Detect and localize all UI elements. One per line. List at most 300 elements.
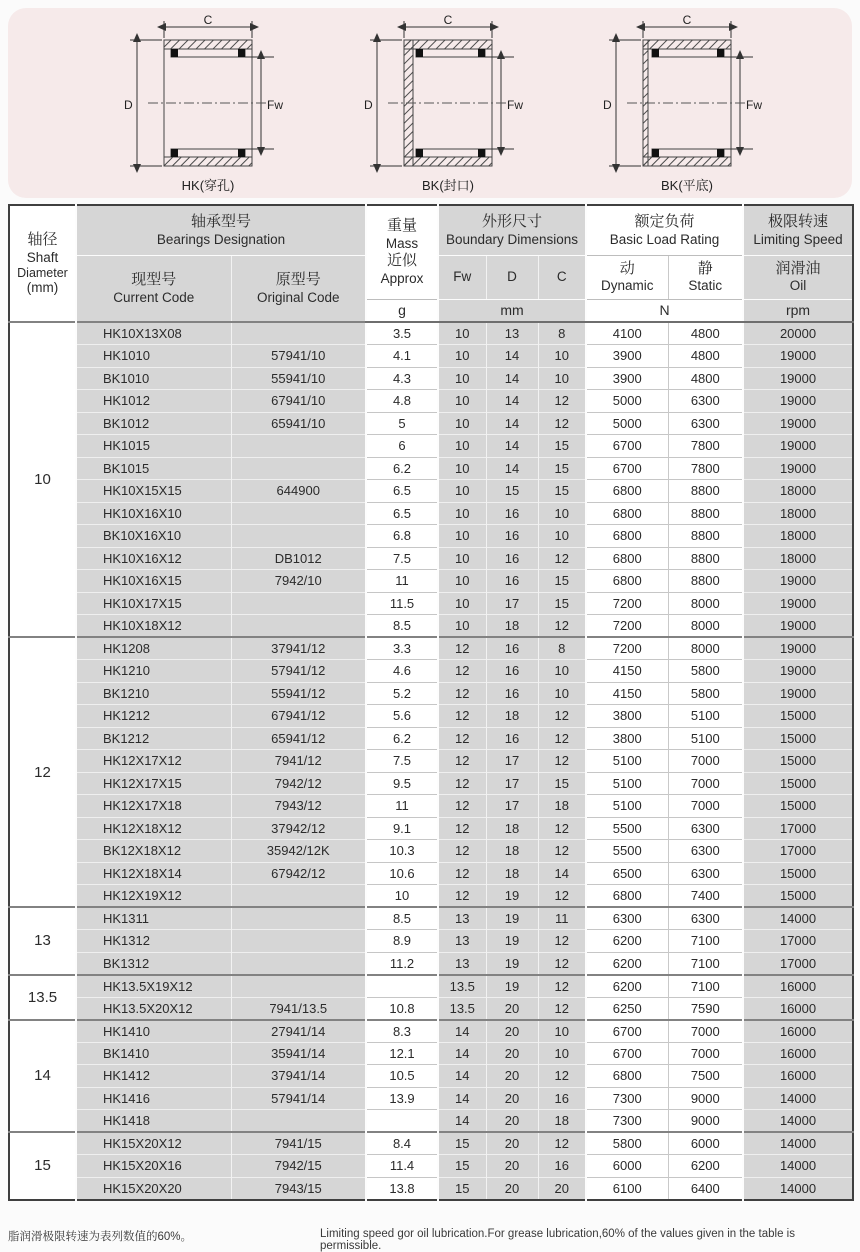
cell-original-code: 644900 — [231, 480, 366, 503]
cell-fw: 10 — [438, 457, 486, 480]
col-header-d: D — [486, 255, 538, 299]
cell-mass: 6.8 — [366, 525, 438, 548]
cell-d: 17 — [486, 795, 538, 818]
cell-d: 18 — [486, 840, 538, 863]
table-row — [9, 997, 853, 1020]
diagram-panel — [8, 8, 852, 198]
table-row — [9, 1132, 853, 1155]
cell-static: 8800 — [668, 570, 743, 593]
cell-mass — [366, 975, 438, 998]
cell-fw: 15 — [438, 1132, 486, 1155]
cell-mass: 9.5 — [366, 772, 438, 795]
cell-dynamic: 7300 — [586, 1110, 668, 1133]
cell-c: 12 — [538, 817, 586, 840]
cell-original-code — [231, 322, 366, 345]
cell-dynamic: 5000 — [586, 390, 668, 413]
table-row — [9, 435, 853, 458]
cell-dynamic: 6800 — [586, 525, 668, 548]
cell-original-code — [231, 435, 366, 458]
cell-speed: 16000 — [743, 1020, 853, 1043]
cell-fw: 12 — [438, 817, 486, 840]
shaft-diameter-cell: 13 — [9, 907, 76, 975]
cell-d: 18 — [486, 615, 538, 638]
unit-dimensions: mm — [438, 299, 586, 322]
cell-mass: 10.6 — [366, 862, 438, 885]
cell-c: 8 — [538, 322, 586, 345]
cell-current-code: BK1410 — [76, 1042, 231, 1065]
table-row — [9, 930, 853, 953]
cell-c: 14 — [538, 862, 586, 885]
cell-d: 16 — [486, 660, 538, 683]
table-row — [9, 1065, 853, 1088]
table-row — [9, 660, 853, 683]
cell-c: 12 — [538, 1132, 586, 1155]
cell-fw: 10 — [438, 412, 486, 435]
cell-c: 15 — [538, 480, 586, 503]
cell-c: 12 — [538, 952, 586, 975]
cell-current-code: HK13.5X20X12 — [76, 997, 231, 1020]
cell-c: 16 — [538, 1155, 586, 1178]
cell-d: 20 — [486, 1020, 538, 1043]
dim-label-c: C — [443, 14, 452, 27]
cell-original-code — [231, 975, 366, 998]
table-row — [9, 637, 853, 660]
shaft-diameter-cell: 12 — [9, 637, 76, 907]
cell-static: 7100 — [668, 952, 743, 975]
cell-current-code: BK1015 — [76, 457, 231, 480]
cell-original-code — [231, 952, 366, 975]
cell-current-code: HK10X18X12 — [76, 615, 231, 638]
cell-speed: 14000 — [743, 1177, 853, 1200]
cell-original-code: 67942/12 — [231, 862, 366, 885]
cell-original-code — [231, 907, 366, 930]
cell-c: 12 — [538, 975, 586, 998]
cell-d: 19 — [486, 907, 538, 930]
cell-current-code: HK12X19X12 — [76, 885, 231, 908]
cell-current-code: HK12X17X18 — [76, 795, 231, 818]
cell-original-code: 7943/12 — [231, 795, 366, 818]
cell-static: 7000 — [668, 750, 743, 773]
cell-speed: 15000 — [743, 862, 853, 885]
cell-mass: 4.8 — [366, 390, 438, 413]
cell-speed: 19000 — [743, 615, 853, 638]
cell-current-code: HK10X17X15 — [76, 592, 231, 615]
cell-original-code: 67941/12 — [231, 705, 366, 728]
cell-d: 20 — [486, 1042, 538, 1065]
cell-mass: 7.5 — [366, 750, 438, 773]
cell-static: 6300 — [668, 817, 743, 840]
unit-mass: g — [366, 299, 438, 322]
cell-current-code: HK1418 — [76, 1110, 231, 1133]
cell-c: 20 — [538, 1177, 586, 1200]
cell-fw: 14 — [438, 1087, 486, 1110]
cell-c: 15 — [538, 457, 586, 480]
cell-c: 10 — [538, 660, 586, 683]
cell-static: 7500 — [668, 1065, 743, 1088]
cell-mass: 12.1 — [366, 1042, 438, 1065]
table-row — [9, 1042, 853, 1065]
table-row — [9, 1087, 853, 1110]
table-row — [9, 525, 853, 548]
cell-original-code: 57941/10 — [231, 345, 366, 368]
cell-static: 7000 — [668, 1020, 743, 1043]
cell-static: 4800 — [668, 345, 743, 368]
table-row — [9, 840, 853, 863]
cell-current-code: HK1212 — [76, 705, 231, 728]
col-header-basic-load-rating: 额定负荷 Basic Load Rating — [586, 205, 743, 255]
cell-speed: 15000 — [743, 795, 853, 818]
table-row — [9, 1155, 853, 1178]
cell-mass: 11.4 — [366, 1155, 438, 1178]
cell-current-code: HK1412 — [76, 1065, 231, 1088]
cell-speed: 15000 — [743, 750, 853, 773]
table-row — [9, 615, 853, 638]
cell-fw: 14 — [438, 1110, 486, 1133]
cell-static: 7800 — [668, 457, 743, 480]
cell-mass: 4.6 — [366, 660, 438, 683]
cell-current-code: HK1015 — [76, 435, 231, 458]
cell-c: 10 — [538, 682, 586, 705]
cell-fw: 13 — [438, 952, 486, 975]
cell-d: 19 — [486, 975, 538, 998]
cell-mass: 4.1 — [366, 345, 438, 368]
cell-mass: 5 — [366, 412, 438, 435]
cell-static: 6300 — [668, 907, 743, 930]
cell-d: 20 — [486, 1132, 538, 1155]
cell-speed: 17000 — [743, 930, 853, 953]
table-row — [9, 592, 853, 615]
cell-speed: 17000 — [743, 840, 853, 863]
cell-c: 10 — [538, 1020, 586, 1043]
cell-original-code — [231, 930, 366, 953]
cell-speed: 17000 — [743, 817, 853, 840]
table-row — [9, 727, 853, 750]
cell-speed: 15000 — [743, 772, 853, 795]
cell-static: 7590 — [668, 997, 743, 1020]
cell-original-code: 65941/10 — [231, 412, 366, 435]
cell-c: 11 — [538, 907, 586, 930]
cell-static: 8800 — [668, 547, 743, 570]
cell-speed: 14000 — [743, 1155, 853, 1178]
cell-dynamic: 5100 — [586, 750, 668, 773]
cell-c: 12 — [538, 997, 586, 1020]
cell-d: 20 — [486, 1087, 538, 1110]
cell-dynamic: 7300 — [586, 1087, 668, 1110]
cell-static: 6300 — [668, 840, 743, 863]
cell-c: 10 — [538, 502, 586, 525]
cell-original-code: 37941/14 — [231, 1065, 366, 1088]
cell-mass — [366, 1110, 438, 1133]
cell-c: 12 — [538, 615, 586, 638]
cell-speed: 20000 — [743, 322, 853, 345]
cell-c: 12 — [538, 412, 586, 435]
cell-d: 14 — [486, 435, 538, 458]
cell-static: 7100 — [668, 930, 743, 953]
cell-dynamic: 6500 — [586, 862, 668, 885]
cell-fw: 10 — [438, 480, 486, 503]
col-header-current-code: 现型号 Current Code — [76, 255, 231, 322]
cell-static: 7000 — [668, 795, 743, 818]
cell-c: 12 — [538, 727, 586, 750]
cell-current-code: HK12X18X14 — [76, 862, 231, 885]
dim-label-d: D — [603, 98, 612, 112]
diagram-caption: BK(封口) — [421, 178, 474, 193]
cell-d: 17 — [486, 772, 538, 795]
cell-current-code: HK15X20X16 — [76, 1155, 231, 1178]
cell-original-code: 55941/12 — [231, 682, 366, 705]
cell-dynamic: 6700 — [586, 435, 668, 458]
cell-original-code — [231, 592, 366, 615]
cell-mass: 5.2 — [366, 682, 438, 705]
cell-current-code: HK10X16X15 — [76, 570, 231, 593]
cell-original-code: 7942/10 — [231, 570, 366, 593]
cell-speed: 16000 — [743, 1042, 853, 1065]
cell-mass: 5.6 — [366, 705, 438, 728]
cell-dynamic: 5800 — [586, 1132, 668, 1155]
cell-speed: 16000 — [743, 1065, 853, 1088]
unit-load: N — [586, 299, 743, 322]
bearing-diagram-bk-flat — [599, 14, 774, 198]
bearing-diagram-hk — [120, 14, 295, 198]
col-header-oil: 润滑油 Oil — [743, 255, 853, 299]
cell-dynamic: 6800 — [586, 885, 668, 908]
cell-current-code: BK1010 — [76, 367, 231, 390]
cell-fw: 12 — [438, 705, 486, 728]
cell-dynamic: 5100 — [586, 795, 668, 818]
cell-dynamic: 5500 — [586, 840, 668, 863]
cell-d: 18 — [486, 705, 538, 728]
table-row — [9, 817, 853, 840]
cell-current-code: HK1208 — [76, 637, 231, 660]
table-row — [9, 547, 853, 570]
cell-d: 14 — [486, 390, 538, 413]
cell-fw: 12 — [438, 862, 486, 885]
cell-fw: 10 — [438, 547, 486, 570]
table-row — [9, 975, 853, 998]
table-row — [9, 682, 853, 705]
cell-current-code: BK1312 — [76, 952, 231, 975]
footnote-english: Limiting speed gor oil lubrication.For grease lubrication,60% of the values given in the table is permissible. — [320, 1228, 795, 1252]
cell-static: 6300 — [668, 412, 743, 435]
cell-mass: 8.3 — [366, 1020, 438, 1043]
table-row — [9, 705, 853, 728]
table-row — [9, 795, 853, 818]
cell-c: 12 — [538, 930, 586, 953]
cell-current-code: BK1210 — [76, 682, 231, 705]
cell-dynamic: 3900 — [586, 367, 668, 390]
table-header — [9, 205, 853, 322]
footnote-chinese: 脂润滑极限转速为表列数值的60%。 — [8, 1231, 193, 1243]
col-header-fw: Fw — [438, 255, 486, 299]
bearings-spec-table — [8, 204, 854, 1201]
cell-d: 20 — [486, 1155, 538, 1178]
dim-label-c: C — [203, 14, 213, 27]
table-row — [9, 345, 853, 368]
cell-mass: 8.5 — [366, 615, 438, 638]
dim-label-d: D — [124, 98, 133, 112]
cell-fw: 10 — [438, 570, 486, 593]
col-header-designation: 轴承型号 Bearings Designation — [76, 205, 366, 255]
cell-d: 16 — [486, 570, 538, 593]
cell-original-code: 37941/12 — [231, 637, 366, 660]
cell-static: 8000 — [668, 637, 743, 660]
cell-fw: 13.5 — [438, 997, 486, 1020]
cell-c: 15 — [538, 570, 586, 593]
cell-c: 12 — [538, 547, 586, 570]
cell-d: 19 — [486, 885, 538, 908]
cell-d: 16 — [486, 502, 538, 525]
table-row — [9, 480, 853, 503]
cell-mass: 10.8 — [366, 997, 438, 1020]
cell-mass: 11.2 — [366, 952, 438, 975]
cell-mass: 6.2 — [366, 457, 438, 480]
cell-speed: 19000 — [743, 367, 853, 390]
cell-mass: 10 — [366, 885, 438, 908]
cell-mass: 13.8 — [366, 1177, 438, 1200]
cell-d: 19 — [486, 930, 538, 953]
cell-current-code: HK10X16X10 — [76, 502, 231, 525]
unit-speed: rpm — [743, 299, 853, 322]
dim-label-fw: Fw — [746, 98, 762, 112]
shaft-diameter-cell: 14 — [9, 1020, 76, 1133]
cell-c: 15 — [538, 592, 586, 615]
cell-original-code: 7941/12 — [231, 750, 366, 773]
cell-fw: 13.5 — [438, 975, 486, 998]
cell-mass: 8.5 — [366, 907, 438, 930]
table-row — [9, 1177, 853, 1200]
cell-speed: 19000 — [743, 570, 853, 593]
cell-c: 12 — [538, 1065, 586, 1088]
cell-current-code: HK12X17X12 — [76, 750, 231, 773]
cell-static: 5100 — [668, 705, 743, 728]
dim-label-d: D — [363, 98, 373, 112]
cell-speed: 19000 — [743, 435, 853, 458]
cell-dynamic: 5100 — [586, 772, 668, 795]
cell-fw: 10 — [438, 345, 486, 368]
cell-dynamic: 6700 — [586, 1020, 668, 1043]
cell-original-code: 65941/12 — [231, 727, 366, 750]
cell-speed: 16000 — [743, 975, 853, 998]
table-row — [9, 390, 853, 413]
cell-dynamic: 5500 — [586, 817, 668, 840]
cell-dynamic: 6250 — [586, 997, 668, 1020]
cell-fw: 12 — [438, 637, 486, 660]
shaft-diameter-cell: 15 — [9, 1132, 76, 1200]
cell-dynamic: 7200 — [586, 615, 668, 638]
cell-static: 4800 — [668, 322, 743, 345]
cell-c: 12 — [538, 840, 586, 863]
cell-fw: 10 — [438, 367, 486, 390]
cell-original-code: 57941/12 — [231, 660, 366, 683]
cell-speed: 19000 — [743, 637, 853, 660]
cell-static: 6300 — [668, 390, 743, 413]
cell-c: 12 — [538, 750, 586, 773]
col-header-dynamic: 动 Dynamic — [586, 255, 668, 299]
cell-original-code: 7942/15 — [231, 1155, 366, 1178]
cell-static: 7000 — [668, 772, 743, 795]
cell-mass: 6.2 — [366, 727, 438, 750]
cell-c: 10 — [538, 1042, 586, 1065]
cell-static: 9000 — [668, 1110, 743, 1133]
cell-d: 16 — [486, 727, 538, 750]
cell-fw: 10 — [438, 435, 486, 458]
cell-dynamic: 7200 — [586, 592, 668, 615]
cell-current-code: BK10X16X10 — [76, 525, 231, 548]
cell-dynamic: 6800 — [586, 502, 668, 525]
cell-mass: 13.9 — [366, 1087, 438, 1110]
table-row — [9, 862, 853, 885]
cell-static: 4800 — [668, 367, 743, 390]
cell-current-code: HK10X16X12 — [76, 547, 231, 570]
cell-dynamic: 6700 — [586, 1042, 668, 1065]
cell-dynamic: 6300 — [586, 907, 668, 930]
cell-static: 6200 — [668, 1155, 743, 1178]
cell-dynamic: 4100 — [586, 322, 668, 345]
cell-dynamic: 6800 — [586, 547, 668, 570]
dim-label-c: C — [682, 14, 692, 27]
cell-dynamic: 3800 — [586, 727, 668, 750]
cell-fw: 10 — [438, 525, 486, 548]
table-row — [9, 457, 853, 480]
cell-fw: 12 — [438, 750, 486, 773]
cell-speed: 16000 — [743, 997, 853, 1020]
cell-original-code — [231, 885, 366, 908]
cell-mass: 10.5 — [366, 1065, 438, 1088]
cell-original-code: 37942/12 — [231, 817, 366, 840]
cell-current-code: HK12X18X12 — [76, 817, 231, 840]
cell-static: 8000 — [668, 615, 743, 638]
dim-label-fw: Fw — [267, 98, 283, 112]
cell-current-code: HK1410 — [76, 1020, 231, 1043]
cell-static: 8800 — [668, 502, 743, 525]
col-header-static: 静 Static — [668, 255, 743, 299]
cell-d: 20 — [486, 997, 538, 1020]
cell-mass: 11 — [366, 570, 438, 593]
cell-fw: 14 — [438, 1042, 486, 1065]
bearing-cross-section-icon — [599, 14, 774, 200]
cell-current-code: HK1312 — [76, 930, 231, 953]
cell-dynamic: 3800 — [586, 705, 668, 728]
cell-dynamic: 6200 — [586, 952, 668, 975]
cell-d: 20 — [486, 1110, 538, 1133]
cell-original-code: 7942/12 — [231, 772, 366, 795]
footnote — [8, 1228, 852, 1252]
cell-d: 13 — [486, 322, 538, 345]
cell-current-code: HK1010 — [76, 345, 231, 368]
table-row — [9, 750, 853, 773]
cell-original-code — [231, 1110, 366, 1133]
cell-speed: 19000 — [743, 412, 853, 435]
cell-c: 8 — [538, 637, 586, 660]
bearings-table-body — [9, 322, 853, 1200]
cell-d: 17 — [486, 750, 538, 773]
cell-current-code: HK15X20X12 — [76, 1132, 231, 1155]
cell-original-code: 57941/14 — [231, 1087, 366, 1110]
cell-c: 16 — [538, 1087, 586, 1110]
cell-original-code: 35942/12K — [231, 840, 366, 863]
cell-mass: 10.3 — [366, 840, 438, 863]
cell-static: 6300 — [668, 862, 743, 885]
cell-d: 18 — [486, 817, 538, 840]
col-header-shaft-diameter: 轴径 Shaft Diameter (mm) — [9, 205, 76, 322]
cell-dynamic: 6200 — [586, 975, 668, 998]
cell-mass: 8.4 — [366, 1132, 438, 1155]
cell-dynamic: 4150 — [586, 660, 668, 683]
table-row — [9, 952, 853, 975]
cell-current-code: BK1212 — [76, 727, 231, 750]
table-row — [9, 1020, 853, 1043]
cell-mass: 3.3 — [366, 637, 438, 660]
